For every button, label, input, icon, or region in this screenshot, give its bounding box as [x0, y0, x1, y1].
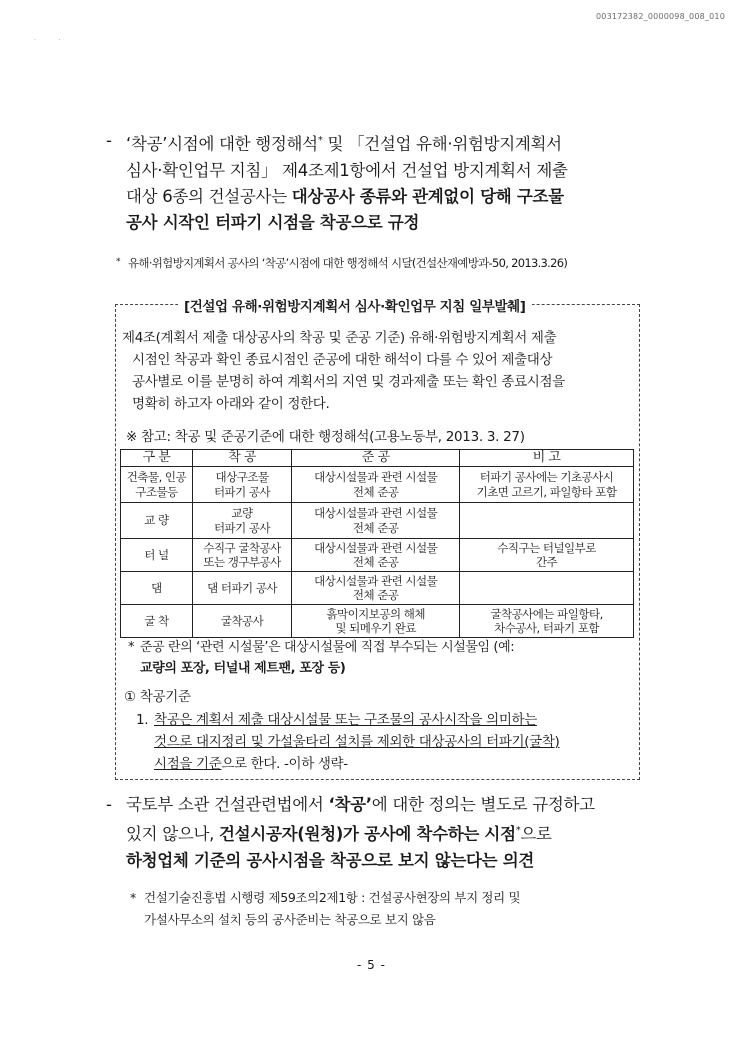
table-cell [460, 572, 634, 605]
bullet-paragraph-1 [106, 128, 646, 236]
bullet2-line2: 있지 않으나, 건설시공자(원청)가 공사에 착수하는 시점*으로 [126, 824, 552, 844]
table-row [121, 539, 634, 572]
table-header: 비 고 [460, 450, 634, 467]
bullet2-line3: 하청업체 기준의 공사시점을 착공으로 보지 않는다는 의견 [126, 850, 535, 870]
table-header: 구 분 [121, 450, 193, 467]
table-cell: 대상시설물과 관련 시설물 전체 준공 [292, 539, 460, 572]
bullet-dash: - [106, 131, 112, 150]
bullet1-line3: 대상 6종의 건설공사는 대상공사 종류와 관계없이 당해 구조물 [126, 186, 564, 206]
table-row [121, 605, 634, 638]
table-header-row [121, 450, 634, 467]
table-cell: 굴착공사 [192, 605, 291, 638]
footnote-marker: * [317, 135, 323, 146]
criteria-heading: ① 착공기준 [124, 689, 191, 705]
table-cell: 대상시설물과 관련 시설물 전체 준공 [292, 503, 460, 539]
document-id: 003172382_0000098_008_010 [596, 12, 725, 21]
criteria-table [120, 449, 634, 638]
table-cell: 대상시설물과 관련 시설물 전체 준공 [292, 572, 460, 605]
table-cell: 대상시설물과 관련 시설물 전체 준공 [292, 467, 460, 503]
bullet-paragraph-2 [106, 792, 656, 874]
table-header: 준 공 [292, 450, 460, 467]
bullet1-line2: 심사·확인업무 지침」 제4조제1항에서 건설업 방지계획서 제출 [126, 160, 568, 180]
table-row [121, 503, 634, 539]
table-cell: 수직구 굴착공사 또는 갱구부공사 [192, 539, 291, 572]
scan-speck: · · [34, 36, 61, 44]
table-cell: 터파기 공사에는 기초공사시 기초면 고르기, 파일항타 포함 [460, 467, 634, 503]
table-cell: 굴 착 [121, 605, 193, 638]
table-cell: 수직구는 터널일부로 간주 [460, 539, 634, 572]
table-note: * 준공 란의 ‘관련 시설물’은 대상시설물에 직접 부수되는 시설물임 (예: 교량의 포장, 터널내 제트팬, 포장 등) [128, 640, 515, 676]
table-cell: 교량 터파기 공사 [192, 503, 291, 539]
table-cell: 터 널 [121, 539, 193, 572]
table-cell: 댐 [121, 572, 193, 605]
table-row [121, 467, 634, 503]
table-cell: 흙막이지보공의 해체 및 되메우기 완료 [292, 605, 460, 638]
footnote-2: * 건설기술진흥법 시행령 제59조의2제1항 : 건설공사현장의 부지 정리 및 가설사무소의 설치 등의 공사준비는 착공으로 보지 않음 [130, 890, 521, 927]
table-cell: 건축물, 인공 구조물등 [121, 467, 193, 503]
excerpt-title: [건설업 유해·위험방지계획서 심사·확인업무 지침 일부발췌] [178, 295, 532, 315]
excerpt-box [115, 299, 640, 780]
bullet1-line1: ‘착공’시점에 대한 행정해석* 및 「건설업 유해·위험방지계획서 [126, 134, 562, 154]
reference-note: ※ 참고: 착공 및 준공기준에 대한 행정해석(고용노동부, 2013. 3. 27) [126, 429, 525, 445]
bullet-dash: - [106, 795, 112, 814]
table-row [121, 572, 634, 605]
table-cell: 대상구조물 터파기 공사 [192, 467, 291, 503]
footnote-1: * 유해·위험방지계획서 공사의 ‘착공’시점에 대한 행정해석 시달(건설산재예방과-50, 2013.3.26) [116, 256, 568, 270]
bullet1-line4: 공사 시작인 터파기 시점을 착공으로 규정 [126, 212, 420, 232]
page-number: - 5 - [357, 958, 386, 972]
footnote-marker: * [515, 825, 521, 836]
table-cell [460, 503, 634, 539]
table-cell: 교 량 [121, 503, 193, 539]
table-cell: 굴착공사에는 파일항타, 차수공사, 터파기 포함 [460, 605, 634, 638]
criteria-item-1: 1. 착공은 계획서 제출 대상시설물 또는 구조물의 공사시작을 의미하는 것으로 대지정리 및 가설울타리 설치를 제외한 대상공사의 터파기(굴착) 시점을 기준으로 한다. -이하 생략- [136, 712, 560, 772]
table-cell: 댐 터파기 공사 [192, 572, 291, 605]
table-header: 착 공 [192, 450, 291, 467]
article-4-text: 제4조(계획서 제출 대상공사의 착공 및 준공 기준) 유해·위험방지계획서 제출 시점인 착공과 확인 종료시점인 준공에 대한 해석이 다를 수 있어 제출대상 공사별로 이를 분명히 하여 계획서의 지연 및 경과제출 또는 확인 종료시점을 명확히 하고자 아래와 같이 정한다. [122, 330, 565, 412]
bullet2-line1: 국토부 소관 건설관련법에서 ‘착공’에 대한 정의는 별도로 규정하고 [126, 795, 595, 814]
